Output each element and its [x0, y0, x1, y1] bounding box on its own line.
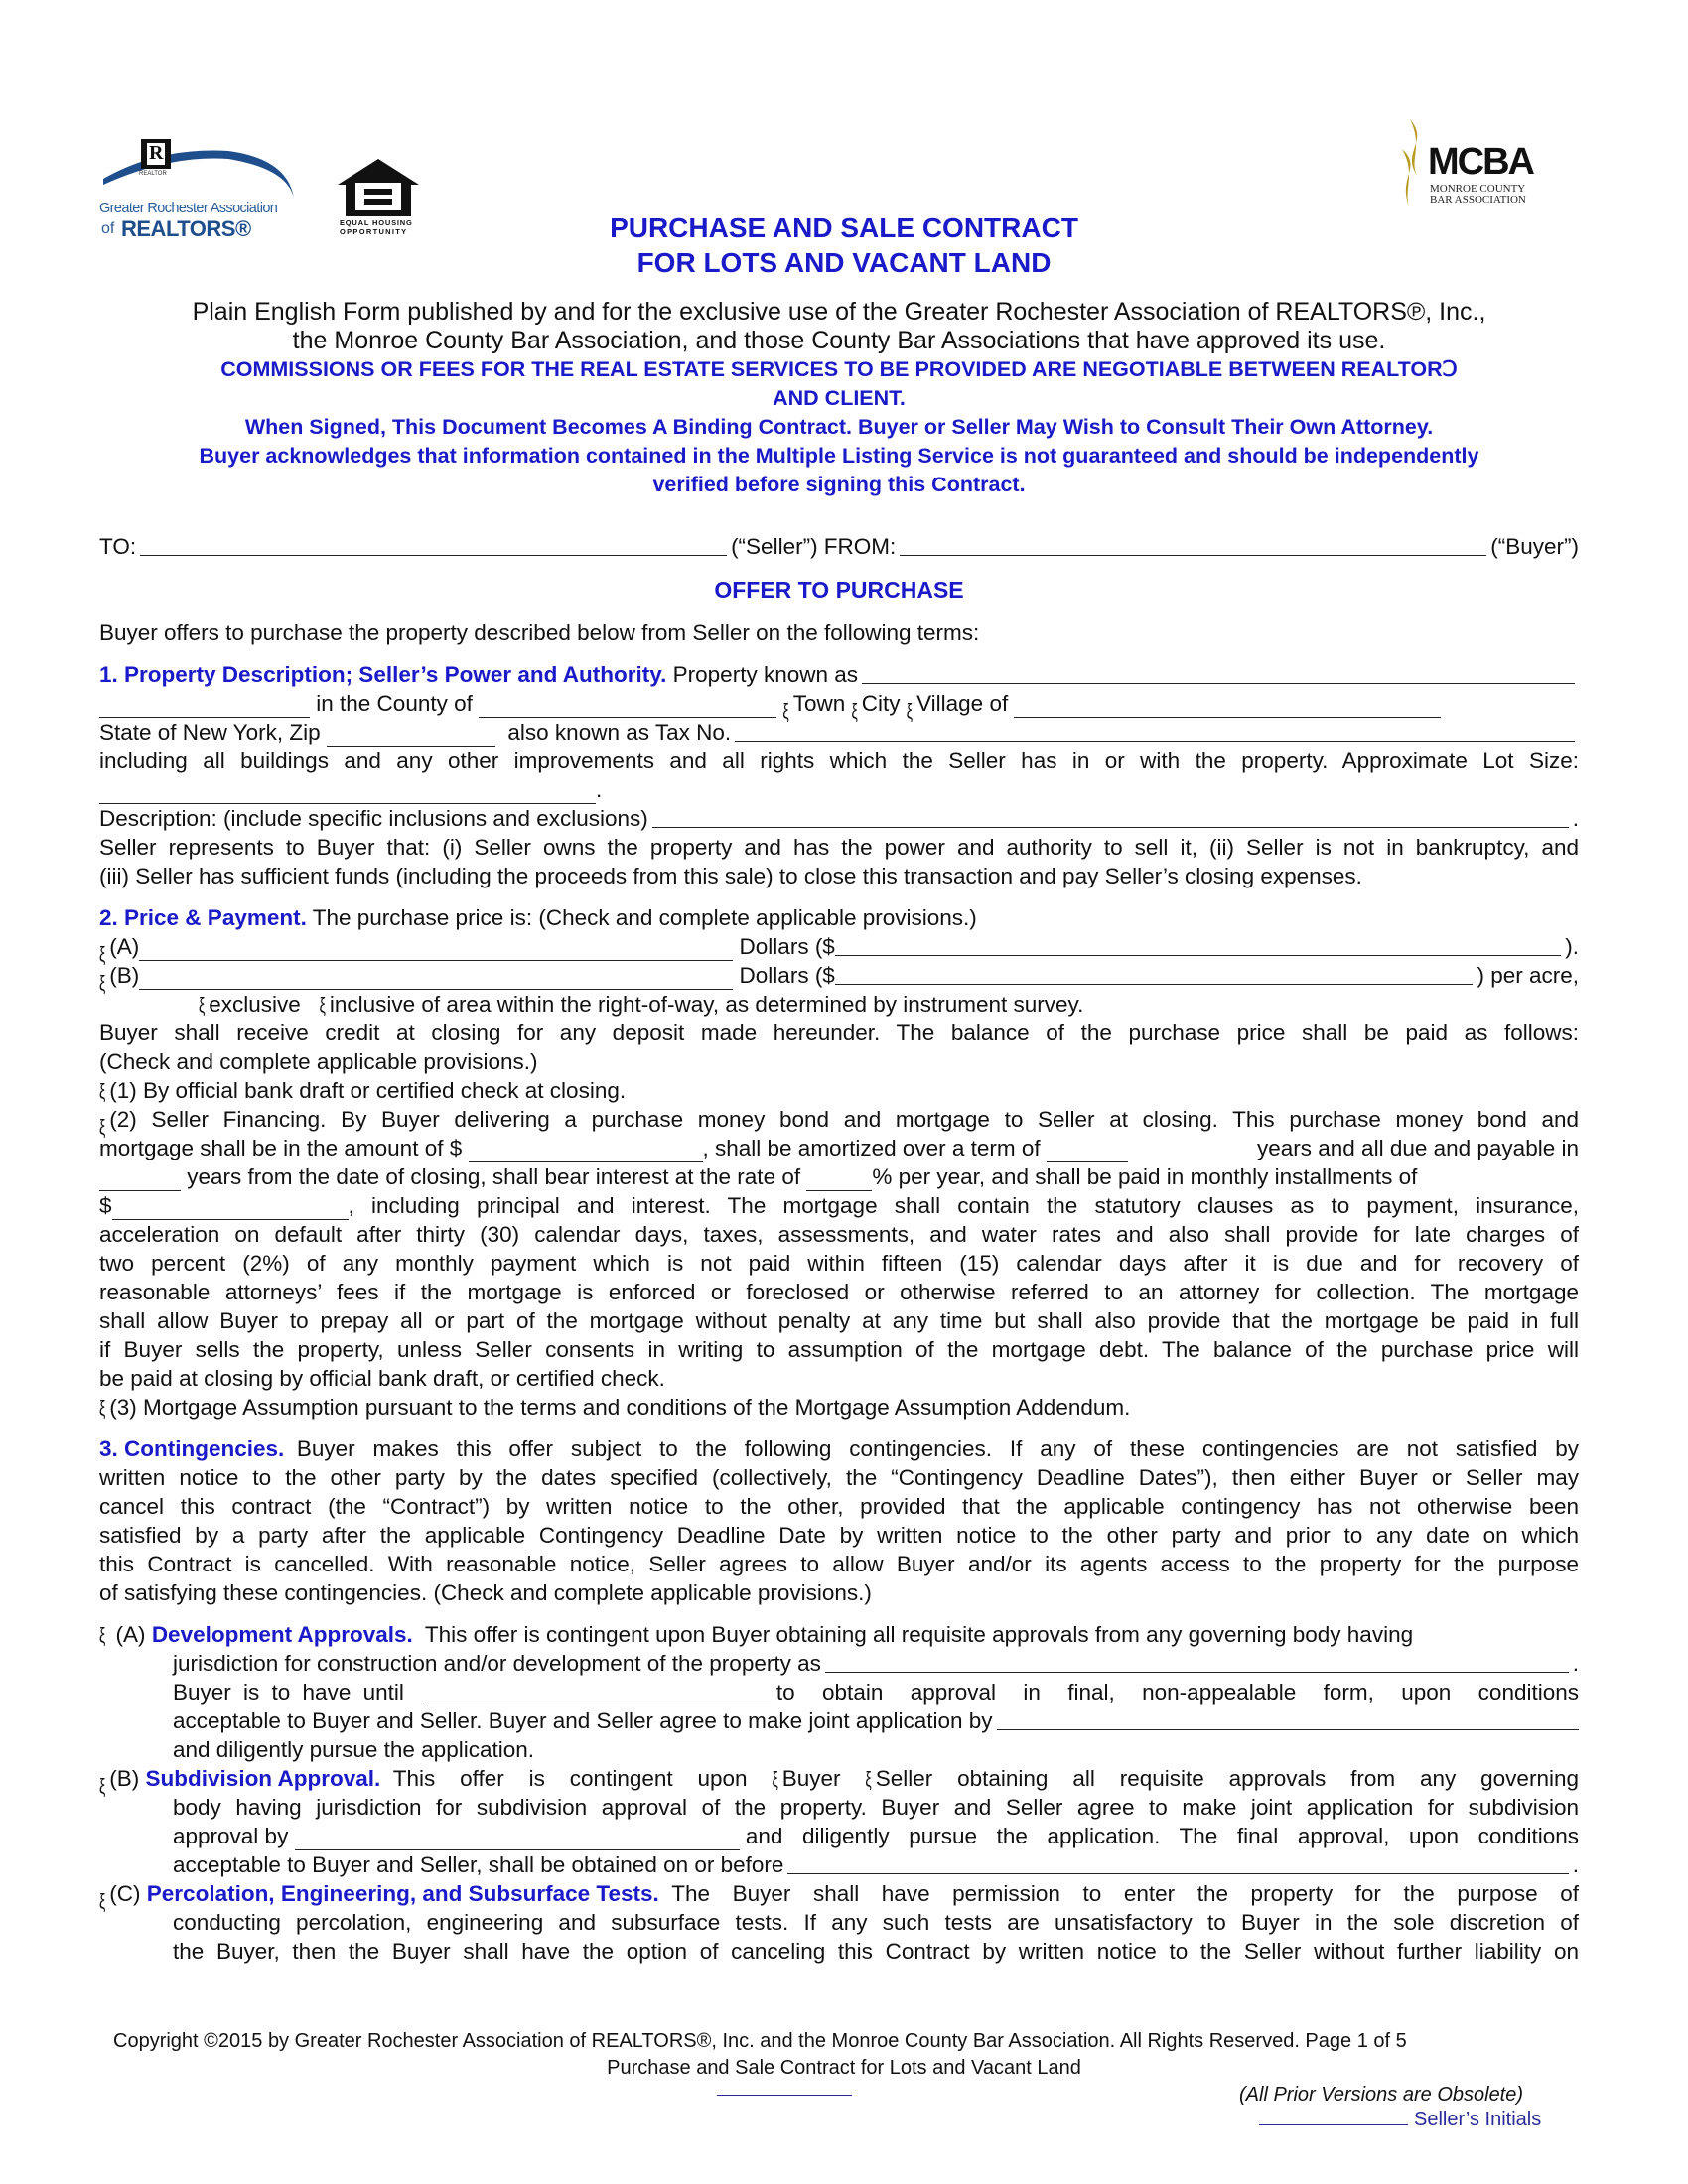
subdivision-approval-heading: Subdivision Approval. [145, 1766, 381, 1791]
parties-row [99, 532, 1579, 561]
due-payable-label: years and all due and payable in [1257, 1136, 1579, 1160]
contingent-upon-label: This offer is contingent upon [392, 1766, 748, 1791]
realtor-mark: R [149, 142, 164, 164]
development-approvals-heading: Development Approvals. [151, 1622, 413, 1647]
section2-row1 [99, 903, 1579, 932]
intro-line2: the Monroe County Bar Association, and those County Bar Associations that have approved its use. [292, 327, 1386, 354]
option2-line10: be paid at closing by official bank draft, or certified check. [99, 1366, 665, 1391]
price-a-checkbox[interactable]: ξ [99, 942, 106, 966]
gra-line2: REALTORS® [121, 216, 251, 241]
option2-line5: acceleration on default after thirty (30) calendar days, taxes, assessments, and water rates and also shall provide for late charges of [99, 1222, 1579, 1247]
mls-notice-line1: Buyer acknowledges that information contained in the Multiple Listing Service is not guaranteed and should be independently [199, 444, 1479, 468]
section3-p5: this Contract is cancelled. With reasonable notice, Seller agrees to allow Buyer and/or its agents access to the property for the purpose [99, 1552, 1579, 1576]
price-a-end: ). [1565, 934, 1579, 959]
offer-heading: OFFER TO PURCHASE [714, 577, 964, 603]
section1-row2 [99, 689, 1579, 723]
zip-label: State of New York, Zip [99, 720, 321, 745]
village-checkbox[interactable]: ξ [906, 699, 914, 723]
section3-row1 [99, 1434, 1579, 1463]
payment-option-3 [99, 1393, 1579, 1422]
subdivision-buyer-checkbox[interactable]: ξ [772, 1767, 778, 1791]
subdivision-approval-deadline-field[interactable] [787, 1853, 1568, 1874]
contingency-a-row4 [173, 1706, 1579, 1735]
county-field[interactable] [479, 697, 776, 718]
option2-line6: two percent (2%) of any monthly payment which is not paid within fifteen (15) calendar days after it is due and for recovery of [99, 1251, 1579, 1276]
section1-row3 [99, 718, 1579, 747]
municipality-name-field[interactable] [1014, 697, 1441, 718]
tax-no-field[interactable] [735, 721, 1575, 742]
price-b-row [99, 961, 1579, 995]
contingency-a-label: (A) [115, 1622, 146, 1647]
lot-size-field[interactable] [99, 783, 596, 804]
period: . [1572, 806, 1579, 831]
price-b-checkbox[interactable]: ξ [99, 971, 106, 995]
price-b-label: (B) [109, 963, 140, 988]
buyer-initials-field[interactable] [717, 2095, 852, 2096]
row-of-way-row [199, 990, 1678, 1019]
title-line2: FOR LOTS AND VACANT LAND [636, 247, 1052, 278]
contingency-c-l1: The Buyer shall have permission to enter the property for the purpose of [671, 1881, 1579, 1906]
section1-heading: 1. Property Description; Seller’s Power and Authority. [99, 662, 667, 687]
description-label: Description: (include specific inclusions and exclusions) [99, 806, 648, 831]
price-a-amount-field[interactable] [835, 935, 1561, 956]
option1-label: (1) By official bank draft or certified check at closing. [109, 1078, 627, 1103]
development-purpose-field[interactable] [825, 1652, 1569, 1673]
principal-interest-label: , including principal and interest. The mortgage shall contain the statutory clauses as to payment, insurance, [348, 1193, 1579, 1218]
section1-including: including all buildings and any other improvements and all rights which the Seller has in or with the property. Approximate Lot Size: [99, 749, 1579, 773]
realtor-mark-caption: REALTOR [139, 171, 167, 177]
tax-no-label: also known as Tax No. [507, 720, 732, 745]
gra-line2-of: of [101, 220, 115, 237]
city-label: City [861, 691, 901, 716]
commissions-line2: AND CLIENT. [773, 386, 906, 410]
contingency-a-l2: jurisdiction for construction and/or development of the property as [173, 1651, 821, 1676]
option2-line7: reasonable attorneys’ fees if the mortgage is enforced or foreclosed or otherwise referred to an attorney for collection. The mortgage [99, 1280, 1579, 1304]
option2-line1: (2) Seller Financing. By Buyer delivering a purchase money bond and mortgage to Seller at closing. This purchase money bond and [109, 1107, 1579, 1132]
description-field[interactable] [652, 807, 1569, 828]
credit-line: Buyer shall receive credit at closing for any deposit made hereunder. The balance of the purchase price shall be paid as follows: [99, 1021, 1579, 1045]
percolation-tests-heading: Percolation, Engineering, and Subsurface Tests. [146, 1881, 659, 1906]
intro-line1: Plain English Form published by and for the exclusive use of the Greater Rochester Association of REALTORS℗, Inc., [192, 298, 1486, 326]
price-b-amount-field[interactable] [835, 964, 1474, 985]
document-title [0, 210, 1688, 280]
exclusive-checkbox[interactable]: ξ [199, 993, 206, 1017]
eho-line1: EQUAL HOUSING [340, 218, 413, 227]
contingency-a-row2 [173, 1649, 1579, 1678]
town-checkbox[interactable]: ξ [782, 699, 789, 723]
option2-line4 [99, 1191, 1579, 1220]
subdivision-application-date-field[interactable] [295, 1830, 740, 1850]
section1-row1 [99, 660, 1579, 689]
contingency-c-l3: the Buyer, then the Buyer shall have the option of canceling this Contract by written notice to the Seller without further liability on [173, 1939, 1579, 1964]
commissions-line1: COMMISSIONS OR FEES FOR THE REAL ESTATE SERVICES TO BE PROVIDED ARE NEGOTIABLE BETWEEN REALTORↃ [220, 357, 1458, 381]
sellers-initials-label: Seller’s Initials [1414, 2109, 1542, 2130]
contingency-a-l5: and diligently pursue the application. [173, 1737, 534, 1762]
contingency-b-row1 [99, 1764, 1579, 1798]
amortized-label: , shall be amortized over a term of [702, 1136, 1041, 1160]
percolation-tests-checkbox[interactable]: ξ [99, 1889, 106, 1913]
period: . [596, 777, 603, 802]
copyright-line: Copyright ©2015 by Greater Rochester Association of REALTORS®, Inc. and the Monroe County Bar Association. All Rights Reserved. Page 1 of 5 [113, 2030, 1407, 2052]
interest-rate-label: years from the date of closing, shall bear interest at the rate of [187, 1164, 801, 1189]
seller-initials-field[interactable] [1259, 2124, 1408, 2125]
mls-notice-line2: verified before signing this Contract. [652, 473, 1026, 496]
represents-line2: (iii) Seller has sufficient funds (including the proceeds from this sale) to close this transaction and pay Seller’s closing expenses. [99, 864, 1362, 888]
section2-lead: The purchase price is: (Check and complete applicable provisions.) [312, 905, 977, 930]
contingency-b-l3a: approval by [173, 1824, 289, 1848]
section3-p1: Buyer makes this offer subject to the following contingencies. If any of these contingencies are not satisfied by [296, 1436, 1579, 1461]
mortgage-amount-label: mortgage shall be in the amount of $ [99, 1136, 463, 1160]
period: . [1572, 1651, 1579, 1676]
contingency-b-l2: body having jurisdiction for subdivision approval of the property. Buyer and Seller agree to make joint application for subdivision [173, 1795, 1579, 1820]
eho-line2: OPPORTUNITY [340, 227, 408, 236]
payment-option-1 [99, 1076, 1579, 1105]
price-b-end: ) per acre, [1477, 963, 1579, 988]
monthly-installments-label: % per year, and shall be paid in monthly installments of [872, 1164, 1418, 1189]
section3-p4: satisfied by a party after the applicable Contingency Deadline Date by written notice to the other party and prior to any date on which [99, 1523, 1579, 1548]
contingency-c-row1 [99, 1879, 1579, 1913]
buyer-name-field[interactable] [900, 535, 1486, 556]
offer-intro: Buyer offers to purchase the property described below from Seller on the following terms: [99, 620, 980, 645]
section3-p2: written notice to the other party by the dates specified (collectively, the “Contingency Deadline Dates”), then either Buyer or Seller may [99, 1465, 1579, 1490]
subdivision-approval-checkbox[interactable]: ξ [99, 1774, 106, 1798]
section3-p3: cancel this contract (the “Contract”) by written notice to the other, provided that the applicable contingency has not otherwise been [99, 1494, 1579, 1519]
section3-heading: 3. Contingencies. [99, 1436, 285, 1461]
buyer-option-label: Buyer [781, 1766, 841, 1791]
contingency-a-row3 [173, 1678, 1579, 1706]
contingency-c-l2: conducting percolation, engineering and subsurface tests. If any such tests are unsatisfactory to Buyer in the sole discretion of [173, 1910, 1579, 1935]
seller-name-field[interactable] [140, 535, 727, 556]
contingency-b-row4 [173, 1850, 1579, 1879]
description-row [99, 804, 1579, 833]
municipality-field[interactable] [99, 697, 310, 718]
option2-line8: shall allow Buyer to prepay all or part of the mortgage without penalty at any time but shall also provide that the mortgage be paid in full [99, 1308, 1579, 1333]
option1-checkbox[interactable]: ξ [99, 1079, 106, 1103]
option2-line2 [99, 1134, 1579, 1162]
contingency-b-label: (B) [109, 1766, 140, 1791]
inclusive-label: inclusive of area within the right-of-way, as determined by instrument survey. [329, 992, 1084, 1017]
to-label: TO: [99, 534, 137, 559]
contingency-b-l4: acceptable to Buyer and Seller, shall be obtained on or before [173, 1852, 784, 1877]
subdivision-seller-checkbox[interactable]: ξ [865, 1767, 872, 1791]
town-label: Town [792, 691, 846, 716]
mcba-line1: MONROE COUNTY [1430, 183, 1526, 195]
contingency-b-row3 [173, 1822, 1579, 1850]
due-years-field[interactable] [99, 1170, 181, 1191]
gra-line1: Greater Rochester Association [99, 201, 278, 216]
monthly-installment-field[interactable] [112, 1199, 349, 1220]
exclusive-label: exclusive [209, 992, 301, 1017]
contingency-a-l4: acceptable to Buyer and Seller. Buyer and Seller agree to make joint application by [173, 1708, 993, 1733]
dollars-label: Dollars ($ [739, 934, 835, 959]
known-as-label: Property known as [672, 662, 858, 687]
option3-label: (3) Mortgage Assumption pursuant to the terms and conditions of the Mortgage Assumption Addendum. [109, 1395, 1131, 1420]
option2-checkbox[interactable]: ξ [99, 1115, 106, 1139]
contingency-a-l1: This offer is contingent upon Buyer obtaining all requisite approvals from any governing body having [424, 1622, 1414, 1647]
contingency-b-l1 [393, 1764, 1579, 1793]
village-label: Village of [916, 691, 1009, 716]
contingency-a-row1 [99, 1620, 1579, 1649]
county-label: in the County of [316, 691, 473, 716]
mcba-logo [1390, 117, 1589, 216]
period: . [1572, 1852, 1579, 1877]
approval-deadline-field[interactable] [423, 1686, 771, 1706]
check-provisions: (Check and complete applicable provisions.) [99, 1049, 538, 1074]
joint-application-date-field[interactable] [997, 1709, 1579, 1730]
contingency-a-l3a: Buyer is to have until [173, 1680, 404, 1705]
zip-field[interactable] [327, 726, 495, 747]
dollars-label: Dollars ($ [739, 963, 835, 988]
represents-line1: Seller represents to Buyer that: (i) Seller owns the property and has the power and authority to sell it, (ii) Seller is not in bankruptcy, and [99, 835, 1579, 860]
development-approvals-checkbox[interactable]: ξ [99, 1623, 106, 1647]
property-address-field[interactable] [862, 663, 1575, 684]
lot-size-row [99, 775, 1579, 804]
city-checkbox[interactable]: ξ [851, 699, 858, 723]
option3-checkbox[interactable]: ξ [99, 1396, 106, 1420]
footer-doc-name: Purchase and Sale Contract for Lots and Vacant Land [607, 2057, 1081, 2079]
payment-option-2 [99, 1105, 1579, 1139]
interest-rate-field[interactable] [806, 1170, 872, 1191]
buyer-label: (“Buyer”) [1490, 534, 1580, 559]
seller-label: (“Seller”) FROM: [731, 534, 897, 559]
inclusive-checkbox[interactable]: ξ [319, 993, 326, 1017]
obsolete-notice: (All Prior Versions are Obsolete) [1239, 2084, 1524, 2106]
section2-heading: 2. Price & Payment. [99, 905, 307, 930]
price-b-words-field[interactable] [139, 969, 733, 990]
price-a-row [99, 932, 1579, 966]
binding-notice: When Signed, This Document Becomes A Binding Contract. Buyer or Seller May Wish to Consult Their Own Attorney. [244, 415, 1434, 439]
option2-line9: if Buyer sells the property, unless Seller consents in writing to assumption of the mortgage debt. The balance of the purchase price will [99, 1337, 1579, 1362]
amortization-term-field[interactable] [1047, 1142, 1128, 1162]
section3-p6: of satisfying these contingencies. (Check and complete applicable provisions.) [99, 1580, 872, 1605]
mcba-name: MCBA [1428, 141, 1533, 183]
seller-option-label: Seller obtaining all requisite approvals from any governing [875, 1766, 1579, 1791]
mcba-line2: BAR ASSOCIATION [1430, 194, 1526, 205]
contingency-c-label: (C) [109, 1881, 141, 1906]
price-a-words-field[interactable] [139, 940, 733, 961]
title-line1: PURCHASE AND SALE CONTRACT [610, 212, 1078, 243]
contingency-a-l3b: to obtain approval in final, non-appealable form, upon conditions [775, 1680, 1579, 1705]
dollar-sign: $ [99, 1193, 112, 1218]
price-a-label: (A) [109, 934, 140, 959]
mortgage-amount-field[interactable] [469, 1142, 703, 1162]
option2-line3 [99, 1162, 1579, 1191]
contingency-b-l3b: and diligently pursue the application. The final approval, upon conditions [745, 1824, 1579, 1848]
equal-housing-house-icon [336, 157, 421, 218]
